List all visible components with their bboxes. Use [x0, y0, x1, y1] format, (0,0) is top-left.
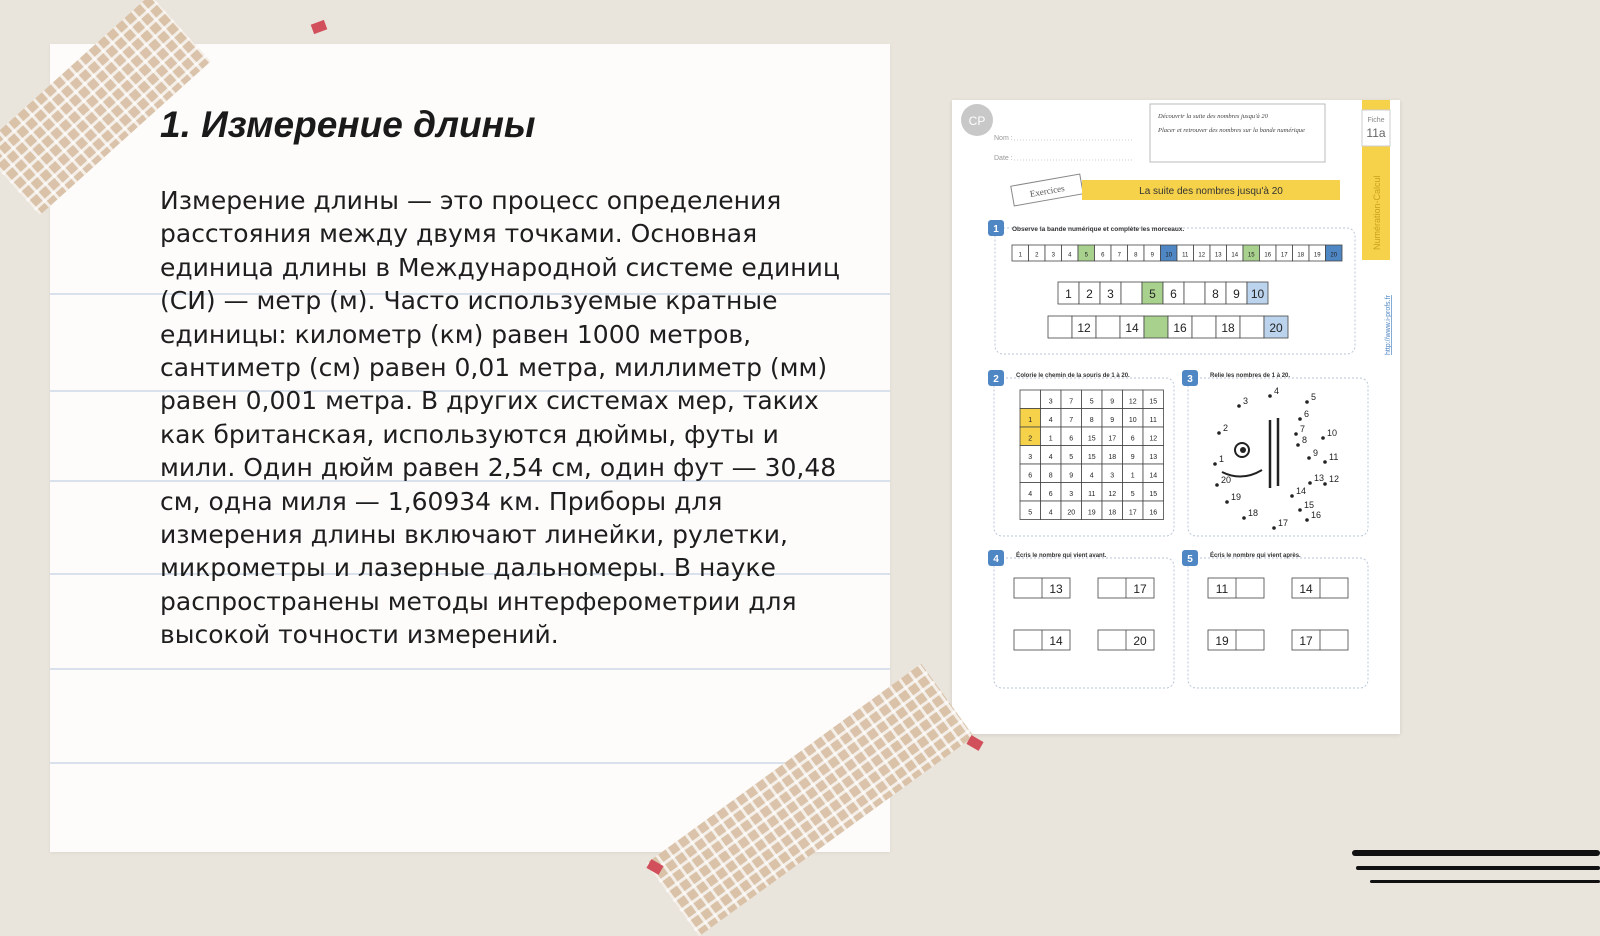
row2-cell — [1144, 316, 1168, 338]
grid-value: 6 — [1048, 490, 1053, 498]
slide-body-text: Измерение длины — это процесс определения расстояния между двумя точками. Основная единица длины в Международной системе единиц (СИ) — метр (м). Часто используемые кратные единицы: километр (км) равен 1000 метров, сантиметр (см) равен 0,01 метра, миллиметр (мм) равен 0,001 метра. В других системах мер, таких как британская, используются дюймы, футы и мили. Один дюйм равен 2,54 см, один фут — 30,48 см, одна миля — 1,60934 км. Приборы для измерения длины включают линейки, рулетки, микрометры и лазерные дальномеры. В науке распространены методы интерферометрии для высокой точности измерений. — [160, 186, 840, 650]
strip-value: 17 — [1280, 252, 1288, 259]
grid-value: 6 — [1069, 435, 1074, 443]
grid-cell — [1020, 390, 1041, 409]
dot-label: 6 — [1304, 409, 1310, 419]
stamp-text: Exercices — [1029, 183, 1066, 199]
grid-value: 15 — [1149, 490, 1158, 498]
paper-rule-line — [50, 762, 890, 764]
grid-value: 14 — [1149, 472, 1158, 480]
grid-value: 15 — [1149, 398, 1158, 406]
ex5-items — [1208, 578, 1348, 650]
worksheet-drawing — [952, 100, 1400, 734]
dot — [1290, 494, 1294, 498]
dot-label: 7 — [1300, 424, 1306, 434]
dot — [1321, 436, 1325, 440]
grid-value: 10 — [1128, 416, 1137, 424]
ex2-grid — [1020, 390, 1164, 520]
worksheet-url: http://www.i-profs.fr — [1385, 295, 1392, 355]
paper-card — [50, 44, 890, 852]
strip-value: 19 — [1313, 252, 1321, 259]
ex1-instruction: Observe la bande numérique et complète les morceaux. — [1012, 226, 1185, 233]
row1-value: 3 — [1107, 286, 1114, 301]
logo-text: CP — [968, 114, 986, 128]
strip-value: 14 — [1231, 252, 1239, 259]
grid-value: 5 — [1069, 453, 1074, 461]
ex2-instruction: Colorie le chemin de la souris de 1 à 20. — [1016, 373, 1130, 379]
ex5-number: 5 — [1187, 554, 1193, 565]
before-value: 17 — [1133, 582, 1147, 596]
dot-label: 9 — [1313, 448, 1319, 458]
row1-value: 9 — [1233, 286, 1240, 301]
dot-label: 15 — [1304, 500, 1315, 510]
dot-label: 1 — [1219, 454, 1225, 464]
dot-label: 11 — [1329, 452, 1339, 462]
dot — [1272, 526, 1276, 530]
row2-value: 18 — [1221, 320, 1235, 335]
banner-text: La suite des nombres jusqu'à 20 — [1139, 186, 1283, 197]
grid-value: 4 — [1048, 453, 1053, 461]
dot-label: 14 — [1296, 486, 1307, 496]
grid-value: 9 — [1110, 398, 1115, 406]
ex3-number: 3 — [1187, 374, 1193, 385]
fiche-label: Fiche — [1367, 117, 1385, 124]
grid-value: 7 — [1069, 398, 1074, 406]
dot-label: 12 — [1329, 474, 1340, 484]
grid-value: 7 — [1069, 416, 1074, 424]
grid-value: 3 — [1028, 453, 1033, 461]
ex1-number: 1 — [993, 224, 999, 235]
strip-value: 1 — [1018, 252, 1022, 259]
grid-value: 1 — [1130, 472, 1135, 480]
after-value: 14 — [1299, 582, 1313, 596]
nom-label: Nom : — [994, 135, 1013, 142]
goal-2: Placer et retrouver des nombres sur la bande numérique — [1158, 127, 1305, 134]
grid-value: 5 — [1130, 490, 1135, 498]
strip-value: 5 — [1084, 252, 1088, 259]
dot-label: 13 — [1314, 473, 1325, 483]
grid-value: 2 — [1028, 435, 1033, 443]
dot — [1298, 508, 1302, 512]
fiche-number: 11a — [1366, 126, 1386, 140]
grid-value: 15 — [1087, 435, 1096, 443]
strip-value: 16 — [1264, 252, 1272, 259]
after-value: 11 — [1215, 582, 1229, 596]
ex3-dots — [1213, 386, 1339, 530]
dot — [1294, 432, 1298, 436]
strip-value: 9 — [1150, 252, 1154, 259]
date-label: Date : — [994, 155, 1013, 162]
dot-label: 4 — [1274, 386, 1280, 396]
grid-value: 4 — [1048, 416, 1053, 424]
ex3-instruction: Relie les nombres de 1 à 20. — [1210, 373, 1291, 379]
ex5-box — [1188, 558, 1368, 688]
row1-value: 5 — [1149, 286, 1156, 301]
brush-stroke — [1356, 866, 1600, 870]
grid-value: 17 — [1108, 435, 1117, 443]
row2-value: 16 — [1173, 320, 1187, 335]
dot — [1308, 481, 1312, 485]
ex1-row-2 — [1048, 316, 1288, 338]
after-value: 17 — [1299, 634, 1313, 648]
row1-cell — [1184, 282, 1205, 304]
grid-value: 1 — [1028, 416, 1033, 424]
dot-label: 10 — [1327, 428, 1338, 438]
strip-value: 2 — [1035, 252, 1039, 259]
grid-value: 16 — [1149, 509, 1158, 517]
grid-value: 12 — [1108, 490, 1117, 498]
strip-value: 10 — [1165, 252, 1173, 259]
ex4-box — [994, 558, 1174, 688]
worksheet-image — [952, 100, 1400, 734]
grid-value: 13 — [1149, 453, 1158, 461]
grid-value: 8 — [1089, 416, 1094, 424]
row1-cell — [1121, 282, 1142, 304]
grid-value: 6 — [1028, 472, 1033, 480]
grid-value: 9 — [1130, 453, 1135, 461]
dot — [1268, 394, 1272, 398]
strip-value: 8 — [1134, 252, 1138, 259]
ex1-number-strip — [1012, 245, 1342, 261]
grid-value: 6 — [1130, 435, 1135, 443]
strip-value: 11 — [1182, 252, 1189, 259]
grid-value: 5 — [1028, 509, 1033, 517]
brush-stroke — [1370, 880, 1600, 883]
side-label: Numération-Calcul — [1372, 175, 1382, 250]
before-value: 14 — [1049, 634, 1063, 648]
dot — [1305, 400, 1309, 404]
grid-value: 4 — [1028, 490, 1033, 498]
grid-value: 5 — [1089, 398, 1094, 406]
ex5-instruction: Écris le nombre qui vient après. — [1210, 553, 1301, 559]
row1-value: 6 — [1170, 286, 1177, 301]
strip-value: 12 — [1198, 252, 1206, 259]
dot-label: 16 — [1311, 510, 1322, 520]
dot — [1242, 516, 1246, 520]
grid-value: 19 — [1087, 509, 1096, 517]
ex4-number: 4 — [993, 554, 999, 565]
strip-value: 13 — [1214, 252, 1222, 259]
row1-value: 2 — [1086, 286, 1093, 301]
dot — [1298, 417, 1302, 421]
row1-value: 8 — [1212, 286, 1219, 301]
grid-value: 3 — [1110, 472, 1115, 480]
grid-value: 18 — [1108, 453, 1117, 461]
grid-value: 9 — [1069, 472, 1074, 480]
row2-cell — [1192, 316, 1216, 338]
row2-cell — [1240, 316, 1264, 338]
dot — [1305, 518, 1309, 522]
grid-value: 15 — [1087, 453, 1096, 461]
strip-value: 20 — [1330, 252, 1338, 259]
after-value: 19 — [1215, 634, 1229, 648]
dot-label: 2 — [1223, 423, 1229, 433]
grid-value: 18 — [1108, 509, 1117, 517]
row1-value: 10 — [1250, 286, 1265, 301]
dot-label: 3 — [1243, 396, 1249, 406]
grid-value: 3 — [1048, 398, 1053, 406]
strip-value: 7 — [1117, 252, 1121, 259]
ex1-row-1 — [1058, 282, 1268, 304]
dot-label: 5 — [1311, 392, 1317, 402]
dot-label: 18 — [1248, 508, 1259, 518]
paper-rule-line — [50, 668, 890, 670]
grid-value: 8 — [1048, 472, 1053, 480]
dot — [1296, 443, 1300, 447]
grid-value: 11 — [1149, 416, 1157, 424]
tape-flag — [311, 20, 328, 34]
row2-cell — [1096, 316, 1120, 338]
before-value: 13 — [1049, 582, 1063, 596]
row1-value: 1 — [1065, 286, 1072, 301]
grid-value: 4 — [1048, 509, 1053, 517]
brush-stroke — [1352, 850, 1600, 856]
dot-label: 8 — [1302, 435, 1308, 445]
dot — [1215, 483, 1219, 487]
grid-value: 4 — [1089, 472, 1094, 480]
ex2-number: 2 — [993, 374, 999, 385]
grid-value: 9 — [1110, 416, 1115, 424]
dot-label: 20 — [1221, 475, 1232, 485]
dot — [1307, 456, 1311, 460]
goal-1: Découvrir la suite des nombres jusqu'à 20 — [1158, 113, 1268, 120]
dot — [1225, 500, 1229, 504]
dot-label: 19 — [1231, 492, 1242, 502]
grid-value: 20 — [1067, 509, 1076, 517]
before-value: 20 — [1133, 634, 1147, 648]
dot-label: 17 — [1278, 518, 1289, 528]
grid-value: 1 — [1048, 435, 1053, 443]
dot — [1217, 431, 1221, 435]
grid-value: 17 — [1128, 509, 1137, 517]
strip-value: 18 — [1297, 252, 1305, 259]
ex4-items — [1014, 578, 1154, 650]
dot — [1213, 462, 1217, 466]
tape-flag — [966, 735, 983, 751]
strip-value: 4 — [1068, 252, 1072, 259]
grid-value: 3 — [1069, 490, 1074, 498]
grid-value: 12 — [1149, 435, 1158, 443]
slide-title: 1. Измерение длины — [160, 104, 536, 145]
row2-value: 12 — [1077, 320, 1091, 335]
row2-value: 20 — [1269, 320, 1283, 335]
strip-value: 3 — [1051, 252, 1055, 259]
row2-value: 14 — [1125, 320, 1139, 335]
ex4-instruction: Écris le nombre qui vient avant. — [1016, 553, 1107, 559]
dot — [1237, 404, 1241, 408]
grid-value: 12 — [1128, 398, 1137, 406]
strip-value: 6 — [1101, 252, 1105, 259]
row2-cell — [1048, 316, 1072, 338]
dot — [1323, 460, 1327, 464]
grid-value: 11 — [1088, 490, 1096, 498]
strip-value: 15 — [1247, 252, 1255, 259]
